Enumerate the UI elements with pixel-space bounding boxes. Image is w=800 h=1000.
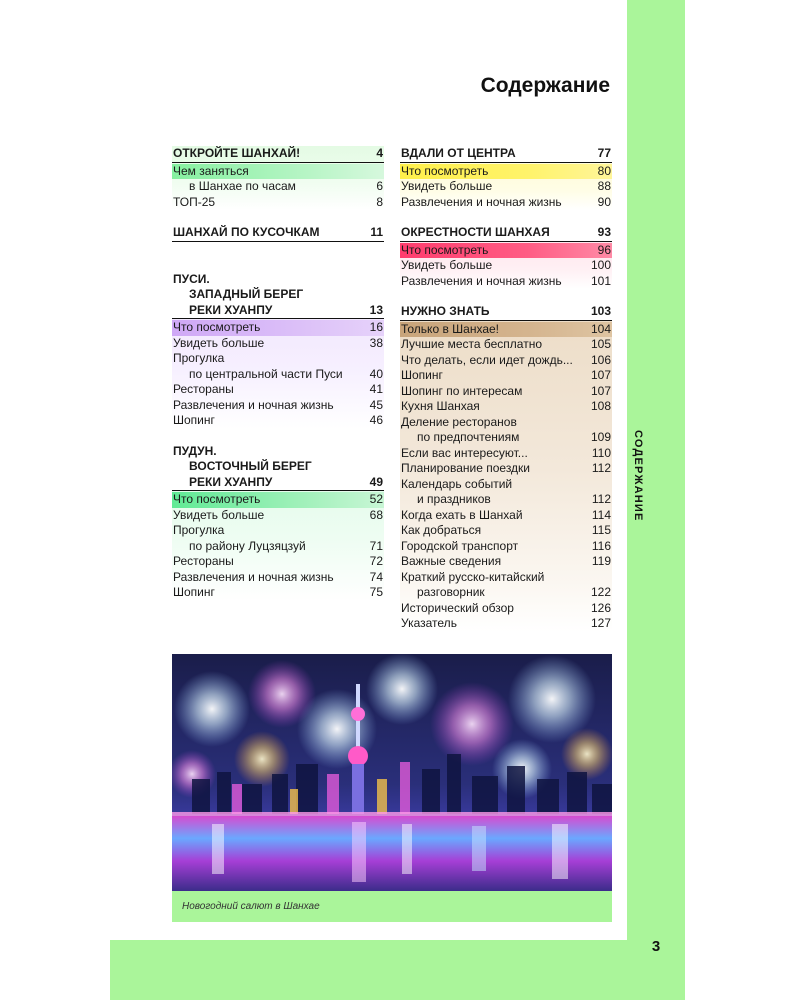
entry-page: 126 xyxy=(590,600,611,615)
fireworks-photo xyxy=(172,654,612,891)
heading-page: 49 xyxy=(369,474,383,489)
entry-page: 52 xyxy=(369,492,383,506)
entry-page: 107 xyxy=(590,368,611,382)
entry-page: 122 xyxy=(590,585,611,599)
entry-label: Как добраться xyxy=(401,523,482,537)
entry-label: Календарь событий xyxy=(401,476,513,491)
toc-heading[interactable] xyxy=(172,225,384,242)
heading-line xyxy=(172,272,384,288)
heading-page: 13 xyxy=(369,302,383,317)
heading-label: РЕКИ ХУАНПУ xyxy=(189,474,273,489)
entry-label: по центральной части Пуси xyxy=(189,366,343,381)
page-title: Содержание xyxy=(480,74,610,97)
heading-label: РЕКИ ХУАНПУ xyxy=(189,302,273,317)
entry-label: Что посмотреть xyxy=(401,242,489,257)
entry-label: Указатель xyxy=(401,616,457,630)
toc-entry[interactable] xyxy=(400,164,612,180)
photo-caption: Новогодний салют в Шанхае xyxy=(182,901,320,912)
toc-entry[interactable] xyxy=(172,539,384,555)
entry-label: Развлечения и ночная жизнь xyxy=(401,194,562,209)
entry-page: 90 xyxy=(597,194,611,209)
toc-entry[interactable] xyxy=(172,523,384,539)
entry-page: 127 xyxy=(590,616,611,630)
toc-entry[interactable] xyxy=(400,415,612,431)
entry-page: 114 xyxy=(591,507,611,522)
heading-line xyxy=(172,444,384,460)
toc-entry[interactable] xyxy=(400,322,612,338)
bottom-color-band xyxy=(110,940,628,1000)
toc-entry[interactable] xyxy=(172,554,384,570)
toc-entry[interactable] xyxy=(172,164,384,180)
caption-band xyxy=(172,891,612,922)
toc-entry[interactable] xyxy=(172,492,384,508)
entry-label: Увидеть больше xyxy=(173,507,265,522)
entry-page: 96 xyxy=(597,242,611,257)
toc-entry[interactable] xyxy=(400,430,612,446)
toc-section-okrestnosti xyxy=(400,225,612,289)
entry-page: 46 xyxy=(369,413,383,427)
entry-page: 108 xyxy=(590,399,611,413)
entry-label: ТОП-25 xyxy=(173,194,216,209)
toc-entry[interactable] xyxy=(400,446,612,462)
entry-page: 80 xyxy=(597,163,611,178)
entry-page: 6 xyxy=(376,179,383,193)
toc-left-column xyxy=(172,146,384,601)
heading-label: ЗАПАДНЫЙ БЕРЕГ xyxy=(189,287,304,301)
entry-label: в Шанхае по часам xyxy=(189,179,296,193)
toc-heading[interactable] xyxy=(400,304,612,321)
heading-label: ПУДУН. xyxy=(173,443,217,458)
entry-label: Если вас интересуют... xyxy=(401,445,528,460)
entry-label: Городской транспорт xyxy=(401,538,519,553)
toc-entry[interactable] xyxy=(400,477,612,493)
toc-entry[interactable] xyxy=(172,367,384,383)
entry-page: 110 xyxy=(591,445,611,460)
entry-page: 100 xyxy=(590,258,611,272)
entry-page: 112 xyxy=(591,461,611,475)
entry-label: Чем заняться xyxy=(173,163,249,178)
toc-entry[interactable] xyxy=(172,413,384,429)
toc-entry[interactable] xyxy=(400,243,612,259)
entry-label: Что посмотреть xyxy=(173,492,261,506)
toc-section-vdali xyxy=(400,146,612,210)
entry-label: и праздников xyxy=(417,492,491,506)
toc-right-column xyxy=(400,146,612,632)
toc-entry[interactable] xyxy=(172,336,384,352)
heading-label: ВДАЛИ ОТ ЦЕНТРА xyxy=(401,146,516,160)
toc-entry[interactable] xyxy=(172,320,384,336)
toc-entry[interactable] xyxy=(400,399,612,415)
side-section-label xyxy=(632,430,652,570)
entry-page: 105 xyxy=(590,337,611,351)
entry-page: 45 xyxy=(369,397,383,412)
entry-label: Лучшие места бесплатно xyxy=(401,337,543,351)
entry-label: Прогулка xyxy=(173,351,225,365)
entry-label: Рестораны xyxy=(173,554,234,568)
entry-label: разговорник xyxy=(417,585,485,599)
toc-entry[interactable] xyxy=(400,585,612,601)
toc-entry[interactable] xyxy=(400,554,612,570)
toc-entry[interactable] xyxy=(172,351,384,367)
entry-label: Увидеть больше xyxy=(401,258,493,272)
entry-label: Шопинг xyxy=(173,413,215,427)
toc-entry[interactable] xyxy=(400,368,612,384)
toc-section-otkroyte xyxy=(172,146,384,210)
toc-heading[interactable] xyxy=(172,475,384,492)
entry-page: 71 xyxy=(369,538,383,553)
toc-entry[interactable] xyxy=(400,461,612,477)
toc-heading[interactable] xyxy=(400,225,612,242)
entry-label: Развлечения и ночная жизнь xyxy=(173,397,334,412)
page-number: 3 xyxy=(651,938,661,955)
entry-label: Планирование поездки xyxy=(401,461,531,475)
toc-entry[interactable] xyxy=(400,337,612,353)
toc-entry[interactable] xyxy=(172,382,384,398)
entry-page: 41 xyxy=(369,382,383,396)
entry-page: 116 xyxy=(591,538,611,553)
heading-label: ОКРЕСТНОСТИ ШАНХАЯ xyxy=(401,225,550,239)
entry-page: 40 xyxy=(369,366,383,381)
toc-section-nuzhno-znat xyxy=(400,304,612,632)
entry-label: Шопинг по интересам xyxy=(401,383,523,398)
toc-entry[interactable] xyxy=(400,616,612,632)
toc-heading[interactable] xyxy=(172,146,384,163)
toc-entry[interactable] xyxy=(172,195,384,211)
heading-label: ОТКРОЙТЕ ШАНХАЙ! xyxy=(173,146,301,160)
entry-page: 72 xyxy=(369,554,383,568)
heading-page: 103 xyxy=(590,304,611,318)
entry-label: Рестораны xyxy=(173,382,234,396)
entry-label: Кухня Шанхая xyxy=(401,399,480,413)
entry-label: Исторический обзор xyxy=(401,600,514,615)
toc-entry[interactable] xyxy=(172,179,384,195)
entry-label: Что делать, если идет дождь... xyxy=(401,352,573,367)
heading-line xyxy=(172,459,384,475)
entry-page: 38 xyxy=(369,335,383,350)
entry-page: 112 xyxy=(591,492,611,506)
entry-label: Деление ресторанов xyxy=(401,414,517,429)
heading-label: НУЖНО ЗНАТЬ xyxy=(401,304,490,318)
entry-page: 101 xyxy=(590,273,611,288)
toc-entry[interactable] xyxy=(400,523,612,539)
entry-label: Шопинг xyxy=(401,368,443,382)
toc-entry[interactable] xyxy=(400,539,612,555)
entry-page: 88 xyxy=(597,179,611,193)
entry-label: Шопинг xyxy=(173,585,215,599)
entry-page: 106 xyxy=(590,352,611,367)
entry-page: 16 xyxy=(369,320,383,334)
heading-label: ВОСТОЧНЫЙ БЕРЕГ xyxy=(189,459,312,473)
heading-page: 4 xyxy=(376,146,383,160)
toc-entry[interactable] xyxy=(172,570,384,586)
toc-entry[interactable] xyxy=(400,570,612,586)
toc-entry[interactable] xyxy=(172,398,384,414)
heading-page: 77 xyxy=(597,146,611,160)
entry-label: Увидеть больше xyxy=(401,179,493,193)
entry-label: по предпочтениям xyxy=(417,430,520,444)
toc-entry[interactable] xyxy=(400,492,612,508)
entry-label: Когда ехать в Шанхай xyxy=(401,507,523,522)
entry-page: 115 xyxy=(591,523,611,537)
entry-page: 75 xyxy=(369,585,383,599)
toc-entry[interactable] xyxy=(400,508,612,524)
toc-section-pudun xyxy=(172,444,384,601)
toc-entry[interactable] xyxy=(400,274,612,290)
toc-entry[interactable] xyxy=(400,384,612,400)
entry-page: 107 xyxy=(590,383,611,398)
entry-page: 119 xyxy=(591,554,611,568)
heading-page: 11 xyxy=(370,225,383,239)
toc-entry[interactable] xyxy=(172,585,384,601)
entry-label: Только в Шанхае! xyxy=(401,321,500,336)
toc-entry[interactable] xyxy=(400,258,612,274)
toc-entry[interactable] xyxy=(400,179,612,195)
heading-page: 93 xyxy=(597,225,611,239)
heading-label: ШАНХАЙ ПО КУСОЧКАМ xyxy=(173,225,320,239)
entry-label: Важные сведения xyxy=(401,554,502,568)
entry-label: Развлечения и ночная жизнь xyxy=(173,569,334,584)
heading-label: ПУСИ. xyxy=(173,271,210,286)
entry-page: 109 xyxy=(590,430,611,444)
toc-entry[interactable] xyxy=(172,508,384,524)
entry-label: Что посмотреть xyxy=(401,163,489,178)
heading-line xyxy=(172,287,384,303)
toc-entry[interactable] xyxy=(400,353,612,369)
entry-page: 74 xyxy=(369,569,383,584)
entry-label: Увидеть больше xyxy=(173,335,265,350)
toc-heading[interactable] xyxy=(400,146,612,163)
entry-page: 68 xyxy=(369,507,383,522)
entry-label: Что посмотреть xyxy=(173,320,261,334)
entry-label: Краткий русско-китайский xyxy=(401,569,545,584)
entry-label: Прогулка xyxy=(173,523,225,537)
toc-heading[interactable] xyxy=(172,303,384,320)
entry-page: 8 xyxy=(376,194,383,209)
toc-entry[interactable] xyxy=(400,601,612,617)
page-number-box xyxy=(627,930,685,1000)
entry-label: Развлечения и ночная жизнь xyxy=(401,273,562,288)
entry-label: по району Луцзяцзуй xyxy=(189,538,306,553)
photo-figure xyxy=(172,654,612,922)
entry-page: 104 xyxy=(590,321,611,336)
toc-section-pusi xyxy=(172,272,384,429)
side-label-text: СОДЕРЖАНИЕ xyxy=(632,430,644,522)
toc-entry[interactable] xyxy=(400,195,612,211)
